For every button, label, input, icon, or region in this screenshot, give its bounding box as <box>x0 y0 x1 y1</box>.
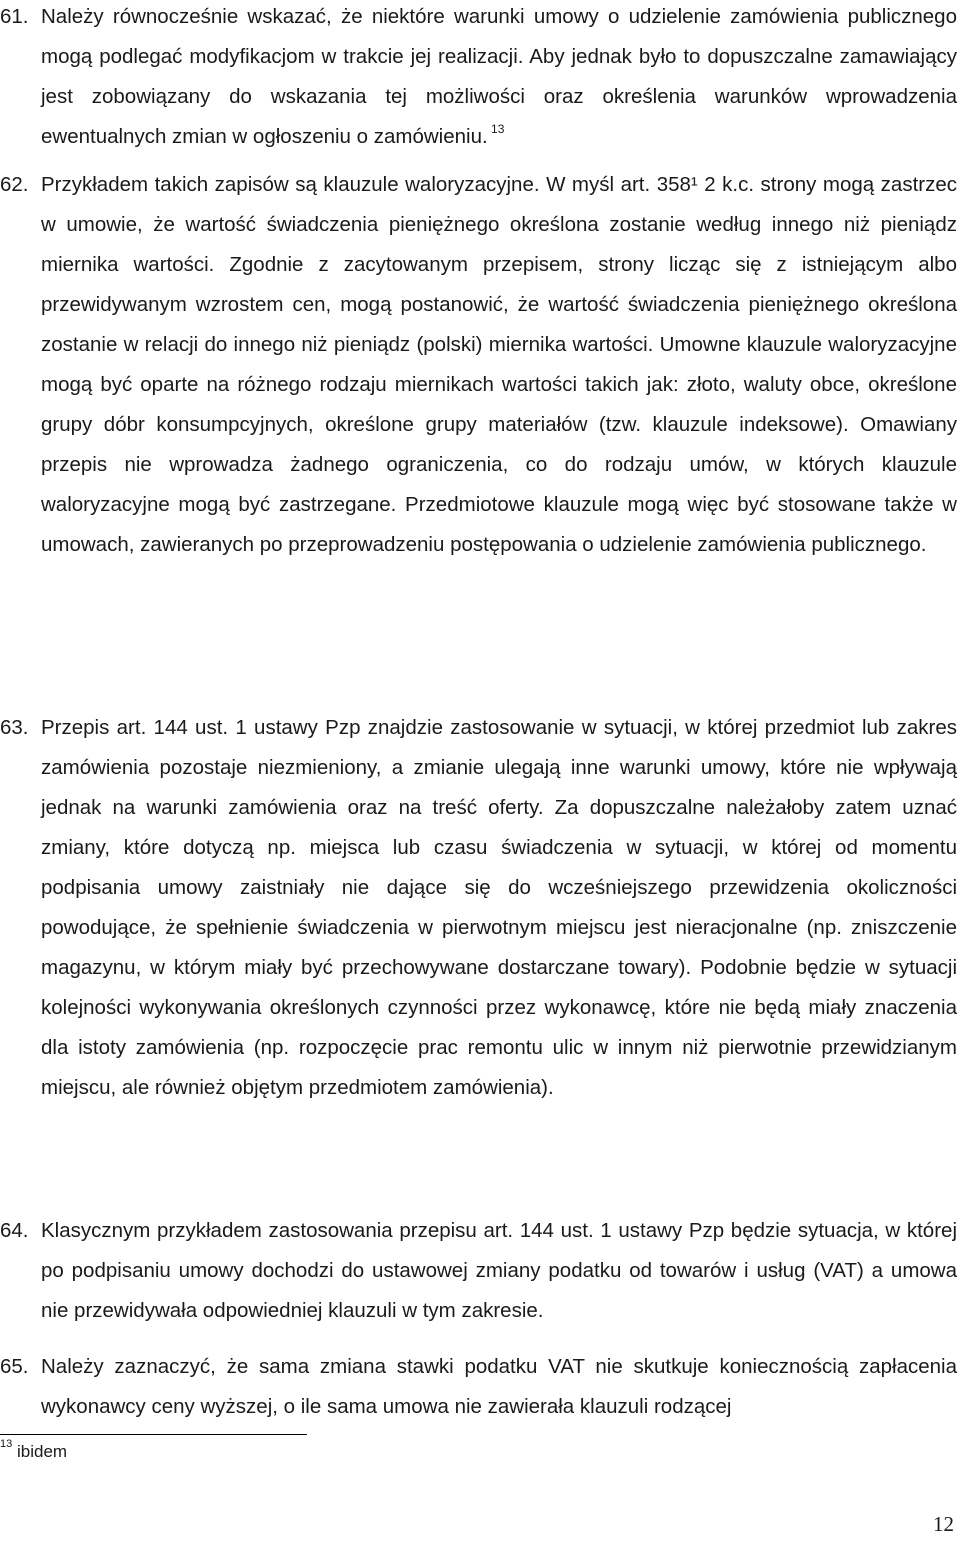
footnote-text: ibidem <box>16 1442 68 1461</box>
footnote-reference-number: 13 <box>491 122 505 137</box>
paragraph-63 <box>0 708 957 1108</box>
footnote <box>0 1440 67 1464</box>
paragraph-62 <box>0 165 957 565</box>
footnote-marker: 13 <box>0 1438 13 1451</box>
paragraph-text: Należy zaznaczyć, że sama zmiana stawki podatku VAT nie skutkuje koniecznością zapłacenia wykonawcy ceny wyższej, o ile sama umowa nie zawierała klauzuli rodzącej <box>41 1355 957 1418</box>
paragraph-number: 61. <box>0 5 29 28</box>
paragraph-text: Przykładem takich zapisów są klauzule waloryzacyjne. W myśl art. 358¹ 2 k.c. strony mogą zastrzec w umowie, że wartość świadczenia pieniężnego określona zostanie według innego niż pieniądz miernika wartości. Zgodnie z zacytowanym przepisem, strony licząc się z istniejącym albo przewidywanym wzrostem cen, mogą postanowić, że wartość świadczenia pieniężnego określona zostanie w relacji do innego niż pieniądz (polski) miernika wartości. Umowne klauzule waloryzacyjne mogą być oparte na różnego rodzaju miernikach wartości takich jak: złoto, waluty obce, określone grupy dóbr konsumpcyjnych, określone grupy materiałów (tzw. klauzule indeksowe). Omawiany przepis nie wprowadza żadnego ograniczenia, co do rodzaju umów, w których klauzule waloryzacyjne mogą być zastrzegane. Przedmiotowe klauzule mogą więc być stosowane także w umowach, zawieranych po przeprowadzeniu postępowania o udzielenie zamówienia publicznego. <box>41 173 957 556</box>
paragraph-number: 62. <box>0 173 29 196</box>
paragraph-text <box>41 0 957 157</box>
paragraph-64 <box>0 1211 957 1331</box>
paragraph-number: 63. <box>0 716 29 739</box>
paragraph-text: Przepis art. 144 ust. 1 ustawy Pzp znajdzie zastosowanie w sytuacji, w której przedmiot lub zakres zamówienia pozostaje niezmieniony, a zmianie ulegają inne warunki umowy, które nie wpływają jednak na warunki zamówienia oraz na treść oferty. Za dopuszczalne należałoby zatem uznać zmiany, które dotyczą np. miejsca lub czasu świadczenia w sytuacji, w której od momentu podpisania umowy zaistniały nie dające się do wcześniejszego przewidzenia okoliczności powodujące, że spełnienie świadczenia w pierwotnym miejscu jest nieracjonalne (np. zniszczenie magazynu, w którym miały być przechowywane dostarczane towary). Podobnie będzie w sytuacji kolejności wykonywania określonych czynności przez wykonawcę, które nie będą miały znaczenia dla istoty zamówienia (np. rozpoczęcie prac remontu ulic w innym niż pierwotnie przewidzianym miejscu, ale również objętym przedmiotem zamówienia). <box>41 716 957 1099</box>
footnote-divider <box>0 1434 307 1435</box>
paragraph-65 <box>0 1347 957 1427</box>
paragraph-61 <box>0 0 957 157</box>
paragraph-body: Należy równocześnie wskazać, że niektóre warunki umowy o udzielenie zamówienia publicznego mogą podlegać modyfikacjom w trakcie jej realizacji. Aby jednak było to dopuszczalne zamawiający jest zobowiązany do wskazania tej możliwości oraz określenia warunków wprowadzenia ewentualnych zmian w ogłoszeniu o zamówieniu. <box>41 5 957 148</box>
paragraph-number: 65. <box>0 1355 29 1378</box>
page-number: 12 <box>933 1512 954 1536</box>
footnote-reference <box>488 122 505 136</box>
paragraph-number: 64. <box>0 1219 29 1242</box>
paragraph-text: Klasycznym przykładem zastosowania przepisu art. 144 ust. 1 ustawy Pzp będzie sytuacja, w której po podpisaniu umowy dochodzi do ustawowej zmiany podatku od towarów i usług (VAT) a umowa nie przewidywała odpowiedniej klauzuli w tym zakresie. <box>41 1219 957 1322</box>
